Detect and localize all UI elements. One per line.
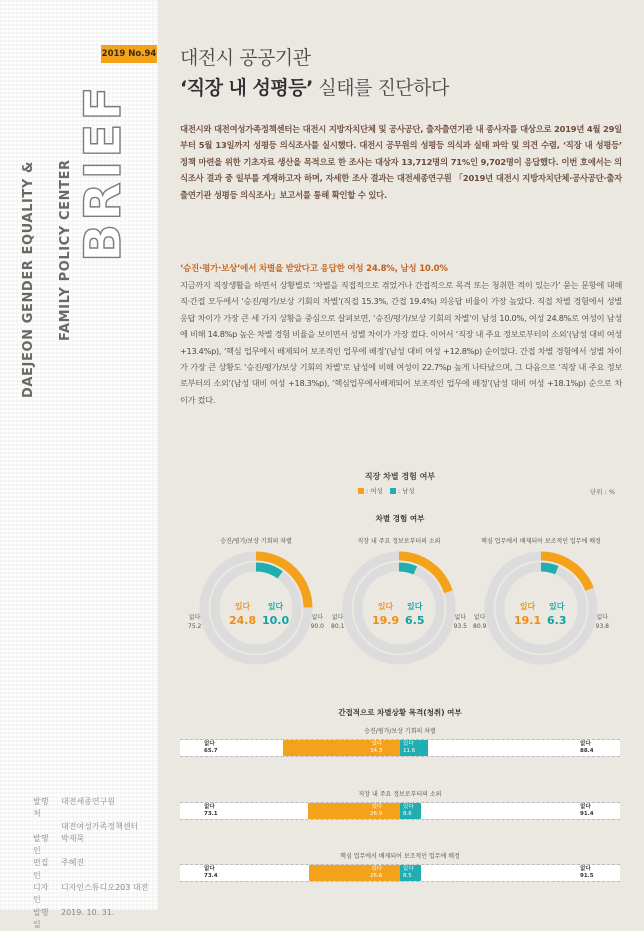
bar-male-no-label: 없다 91.4: [580, 804, 594, 817]
bar-female-yes: [309, 865, 400, 881]
bar-chart-title: 간접적으로 차별상황 목격(청취) 여부: [338, 708, 462, 717]
male-yes-label: 있다 6.5: [405, 602, 425, 627]
bar-female-no-label: 없다 73.1: [204, 804, 218, 817]
chart-unit: 단위 : %: [590, 488, 616, 496]
colophon-row: 발행인 박재묵: [33, 833, 85, 856]
female-yes-label: 있다 24.8: [229, 602, 257, 627]
bar-male-yes-label: 있다 11.6: [403, 741, 416, 754]
brief-logo: BRIEF: [74, 83, 132, 262]
bar-male-no-label: 없다 91.5: [580, 866, 594, 879]
bar-row: [180, 802, 620, 820]
donut-category-label: 핵심 업무에서 배제되어 보조적인 업무에 배정: [481, 538, 601, 545]
colophon-row: 발행일 2019. 10. 31.: [33, 907, 115, 929]
sidebar: [0, 0, 158, 929]
male-no-label: 없다 90.0: [310, 614, 324, 630]
male-yes-label: 있다 6.3: [547, 602, 567, 627]
female-no-label: 없다 75.2: [188, 614, 202, 630]
male-yes-label: 있다 10.0: [262, 602, 290, 627]
title-emphasis: ‘직장 내 성평등’: [180, 77, 313, 99]
bar-row: [180, 864, 620, 882]
colophon-row: 발행처 대전세종연구원: [33, 797, 116, 819]
female-yes-label: 있다 19.9: [372, 602, 400, 627]
bar-chart-row: [180, 851, 620, 882]
bar-female-yes-label: 있다 26.6: [370, 866, 383, 879]
bar-female-yes: [283, 740, 400, 756]
male-no-label: 없다 93.8: [595, 614, 609, 630]
colophon-row: 편집인 주혜진: [33, 858, 85, 880]
bar-category-label: 핵심 업무에서 배제되어 보조적인 업무에 배정: [340, 853, 460, 860]
colophon-row: 디자인 디자인스튜디오203 대전: [33, 883, 149, 905]
bar-female-no-label: 없다 65.7: [204, 741, 218, 754]
bar-male-yes-label: 있다 8.6: [403, 804, 414, 817]
bar-female-yes: [308, 803, 400, 819]
donut-chart: [473, 538, 609, 673]
title-line1: 대전시 공공기관: [180, 47, 311, 69]
title-rest: 실태를 진단하다: [312, 77, 449, 99]
bar-female-yes-label: 있다 26.9: [370, 804, 383, 817]
section-heading: ‘승진·평가·보상’에서 차별을 받았다고 응답한 여성 24.8%, 남성 10.0%: [180, 264, 448, 274]
center-name-line2: FAMILY POLICY CENTER: [58, 159, 73, 341]
male-no-label: 없다 93.5: [453, 614, 467, 630]
legend-male: : 남성: [390, 486, 415, 495]
bar-chart-row: [180, 789, 620, 820]
female-yes-label: 있다 19.1: [514, 602, 542, 627]
donut-category-label: 직장 내 주요 정보로부터의 소외: [357, 538, 441, 545]
chart-subtitle: 차별 경험 여부: [375, 514, 425, 523]
donut-category-label: 승진/평가/보상 기회의 차별: [220, 538, 292, 545]
female-no-label: 없다 80.9: [473, 614, 487, 630]
center-name-line1: DAEJEON GENDER EQUALITY &: [21, 161, 36, 398]
colophon-row: 대전여성가족정책센터: [61, 821, 139, 831]
intro-paragraph: 대전시와 대전여성가족정책센터는 대전시 지방자치단체 및 공사공단, 출자출연기관 내 종사자를 대상으로 2019년 4월 29일부터 5월 13일까지 성평등 의식조사를 실시했다. 대전시 공무원의 성평등 의식과 실태 파악 및 의견 수렴, ‘직장 내 성평등’ 정책 마련을 위한 기초자료 생산을 목적으로 한 조사는 대상자 13,712명의 71%인 9,702명이 응답했다. 이번 호에서는 의식조사 결과 중 일부를 게재하고자 하며, 자세한 조사 결과는 대전세종연구원 「2019년 대전시 지방자치단체·공사공단·출자출연기관 성평등 의식조사」보고서를 통해 확인할 수 있다.: [180, 124, 622, 200]
bar-category-label: 직장 내 주요 정보로부터의 소외: [358, 791, 442, 798]
section-body: 지금까지 직장생활을 하면서 상황별로 ‘차별을 직접적으로 겪었거나 간접적으로 목격 또는 청취한 적이 있는가’ 묻는 문항에 대해 직·간접 모두에서 ‘승진/평가/보상 기회의 차별’(직접 15.3%, 간접 19.4%) 의응답 비율이 가장 높았다. 직접 차별 경험에서 성별 응답 차이가 가장 큰 세 가지 상황을 중심으로 살펴보면, ‘승진/평가/보상 기회의 차별’이 남성 10.0%, 여성 24.8%로 여성이 남성에 비해 14.8%p 높은 차별 경험 비율을 보이면서 성별 차이가 가장 컸다. 이어서 ‘직장 내 주요 정보로부터의 소외’(남성 대비 여성 +13.4%p), ‘핵심 업무에서 배제되어 보조적인 업무에 배정’(남성 대비 여성 +12.8%p) 순이었다. 간접 차별 경험에서 성별 차이가 가장 큰 상황도 ‘승진/평가/보상 기회의 차별’로 남성에 비해 여성이 22.7%p 높게 나타났으며, 그 다음으로 ‘직장 내 주요 정보로부터의 소외’(남성 대비 여성 +18.3%p), ‘핵심업무에서배제되어 보조적인 업무에 배정’(남성 대비 여성 +18.1%p) 순으로 차이가 컸다.: [180, 280, 622, 405]
colophon: [33, 796, 148, 931]
bar-male-no-label: 없다 88.4: [580, 741, 594, 754]
bar-chart-row: [180, 726, 620, 757]
title-line2: [180, 73, 449, 100]
chart-title: 직장 차별 경험 여부: [364, 472, 436, 481]
issue-badge: 2019 No.94: [101, 45, 157, 63]
bar-female-yes-label: 있다 34.3: [370, 741, 383, 754]
donut-chart: [188, 538, 324, 673]
legend-female: : 여성: [358, 486, 383, 495]
bar-category-label: 승진/평가/보상 기회의 차별: [364, 728, 436, 735]
chart-legend: [358, 486, 415, 495]
bar-row: [180, 739, 620, 757]
donut-chart: [331, 538, 467, 673]
female-no-label: 없다 80.1: [331, 614, 345, 630]
bar-female-no-label: 없다 73.4: [204, 866, 218, 879]
bar-male-yes-label: 있다 8.5: [403, 866, 414, 879]
